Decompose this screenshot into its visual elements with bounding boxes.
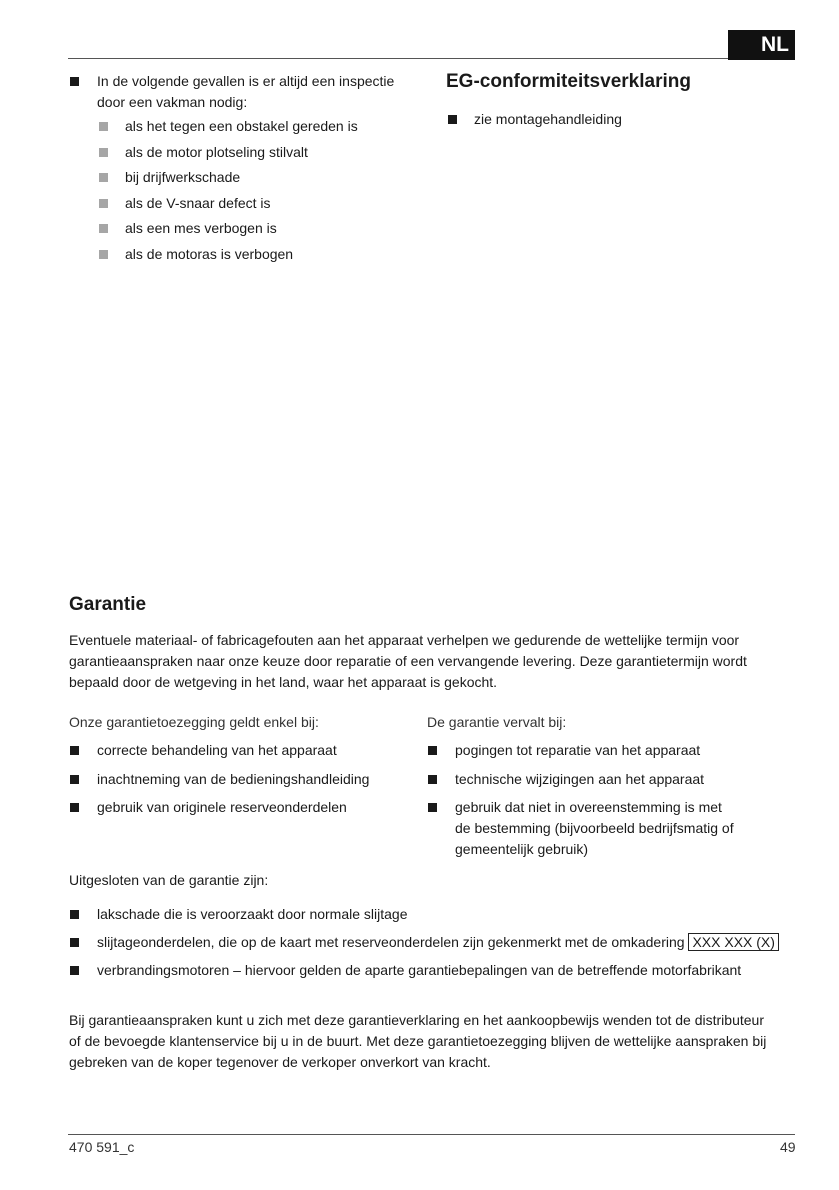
warranty-excluded-item: [97, 932, 779, 953]
inspection-item: als de motor plotseling stilvalt: [125, 144, 308, 160]
warranty-valid-item: inachtneming van de bedieningshandleiding: [97, 771, 370, 787]
page-number: 49: [780, 1139, 796, 1155]
warranty-excluded-item: lakschade die is veroorzaakt door normale slijtage: [97, 906, 408, 922]
warranty-intro-line-3: bepaald door de wetgeving in het land, waar het apparaat is gekocht.: [69, 674, 498, 690]
header-rule: [68, 58, 795, 59]
bullet-icon: [70, 746, 79, 755]
footer-rule: [68, 1134, 795, 1135]
inspection-item: als de V-snaar defect is: [125, 195, 271, 211]
bullet-icon: [70, 938, 79, 947]
inspection-item: als de motoras is verbogen: [125, 246, 294, 262]
inspection-item: bij drijfwerkschade: [125, 169, 241, 185]
inspection-item: als een mes verbogen is: [125, 220, 277, 236]
warranty-void-item: pogingen tot reparatie van het apparaat: [455, 742, 701, 758]
bullet-icon: [70, 910, 79, 919]
part-code-box: XXX XXX (X): [688, 933, 778, 951]
inspection-item: als het tegen een obstakel gereden is: [125, 118, 358, 134]
warranty-intro-line-2: garantieaanspraken naar onze keuze door reparatie of een vervangende levering. Deze garantietermijn wordt: [69, 653, 747, 669]
warranty-valid-item: correcte behandeling van het apparaat: [97, 742, 337, 758]
warranty-title: Garantie: [69, 594, 147, 615]
warranty-closing-line-3: gebreken van de koper tegenover de verkoper onverkort van kracht.: [69, 1054, 491, 1070]
warranty-void-item-line-1: gebruik dat niet in overeenstemming is met: [455, 799, 722, 815]
bullet-icon: [428, 746, 437, 755]
warranty-closing-line-1: Bij garantieaanspraken kunt u zich met deze garantieverklaring en het aankoopbewijs wenden tot de distributeur: [69, 1012, 764, 1028]
bullet-icon: [70, 77, 79, 86]
warranty-void-item: technische wijzigingen aan het apparaat: [455, 771, 705, 787]
sub-bullet-icon: [99, 250, 108, 259]
warranty-valid-item: gebruik van originele reserveonderdelen: [97, 799, 347, 815]
bullet-icon: [70, 775, 79, 784]
language-badge: NL: [728, 30, 795, 60]
warranty-excluded-item: verbrandingsmotoren – hiervoor gelden de aparte garantiebepalingen van de betreffende motorfabrikant: [97, 962, 742, 978]
conformity-item: zie montagehandleiding: [474, 111, 622, 127]
warranty-void-heading: De garantie vervalt bij:: [427, 714, 567, 730]
sub-bullet-icon: [99, 224, 108, 233]
bullet-icon: [428, 775, 437, 784]
warranty-excluded-heading: Uitgesloten van de garantie zijn:: [69, 872, 269, 888]
conformity-title: EG-conformiteitsverklaring: [446, 71, 691, 92]
warranty-intro-line-1: Eventuele materiaal- of fabricagefouten aan het apparaat verhelpen we gedurende de wettelijke termijn voor: [69, 632, 740, 648]
sub-bullet-icon: [99, 173, 108, 182]
warranty-void-item-line-2: de bestemming (bijvoorbeeld bedrijfsmatig of: [455, 820, 734, 836]
inspection-intro-line-1: In de volgende gevallen is er altijd een inspectie: [97, 73, 395, 89]
document-code: 470 591_c: [69, 1139, 135, 1155]
warranty-void-item-line-3: gemeentelijk gebruik): [455, 841, 589, 857]
inspection-intro-line-2: door een vakman nodig:: [97, 94, 248, 110]
bullet-icon: [428, 803, 437, 812]
warranty-closing-line-2: of de bevoegde klantenservice bij u in de buurt. Met deze garantietoezegging blijven de wettelijke aanspraken bij: [69, 1033, 767, 1049]
bullet-icon: [70, 803, 79, 812]
sub-bullet-icon: [99, 199, 108, 208]
warranty-valid-heading: Onze garantietoezegging geldt enkel bij:: [69, 714, 319, 730]
sub-bullet-icon: [99, 148, 108, 157]
bullet-icon: [448, 115, 457, 124]
sub-bullet-icon: [99, 122, 108, 131]
bullet-icon: [70, 966, 79, 975]
excluded-item-text: slijtageonderdelen, die op de kaart met reserveonderdelen zijn gekenmerkt met de omkadering: [97, 934, 685, 950]
